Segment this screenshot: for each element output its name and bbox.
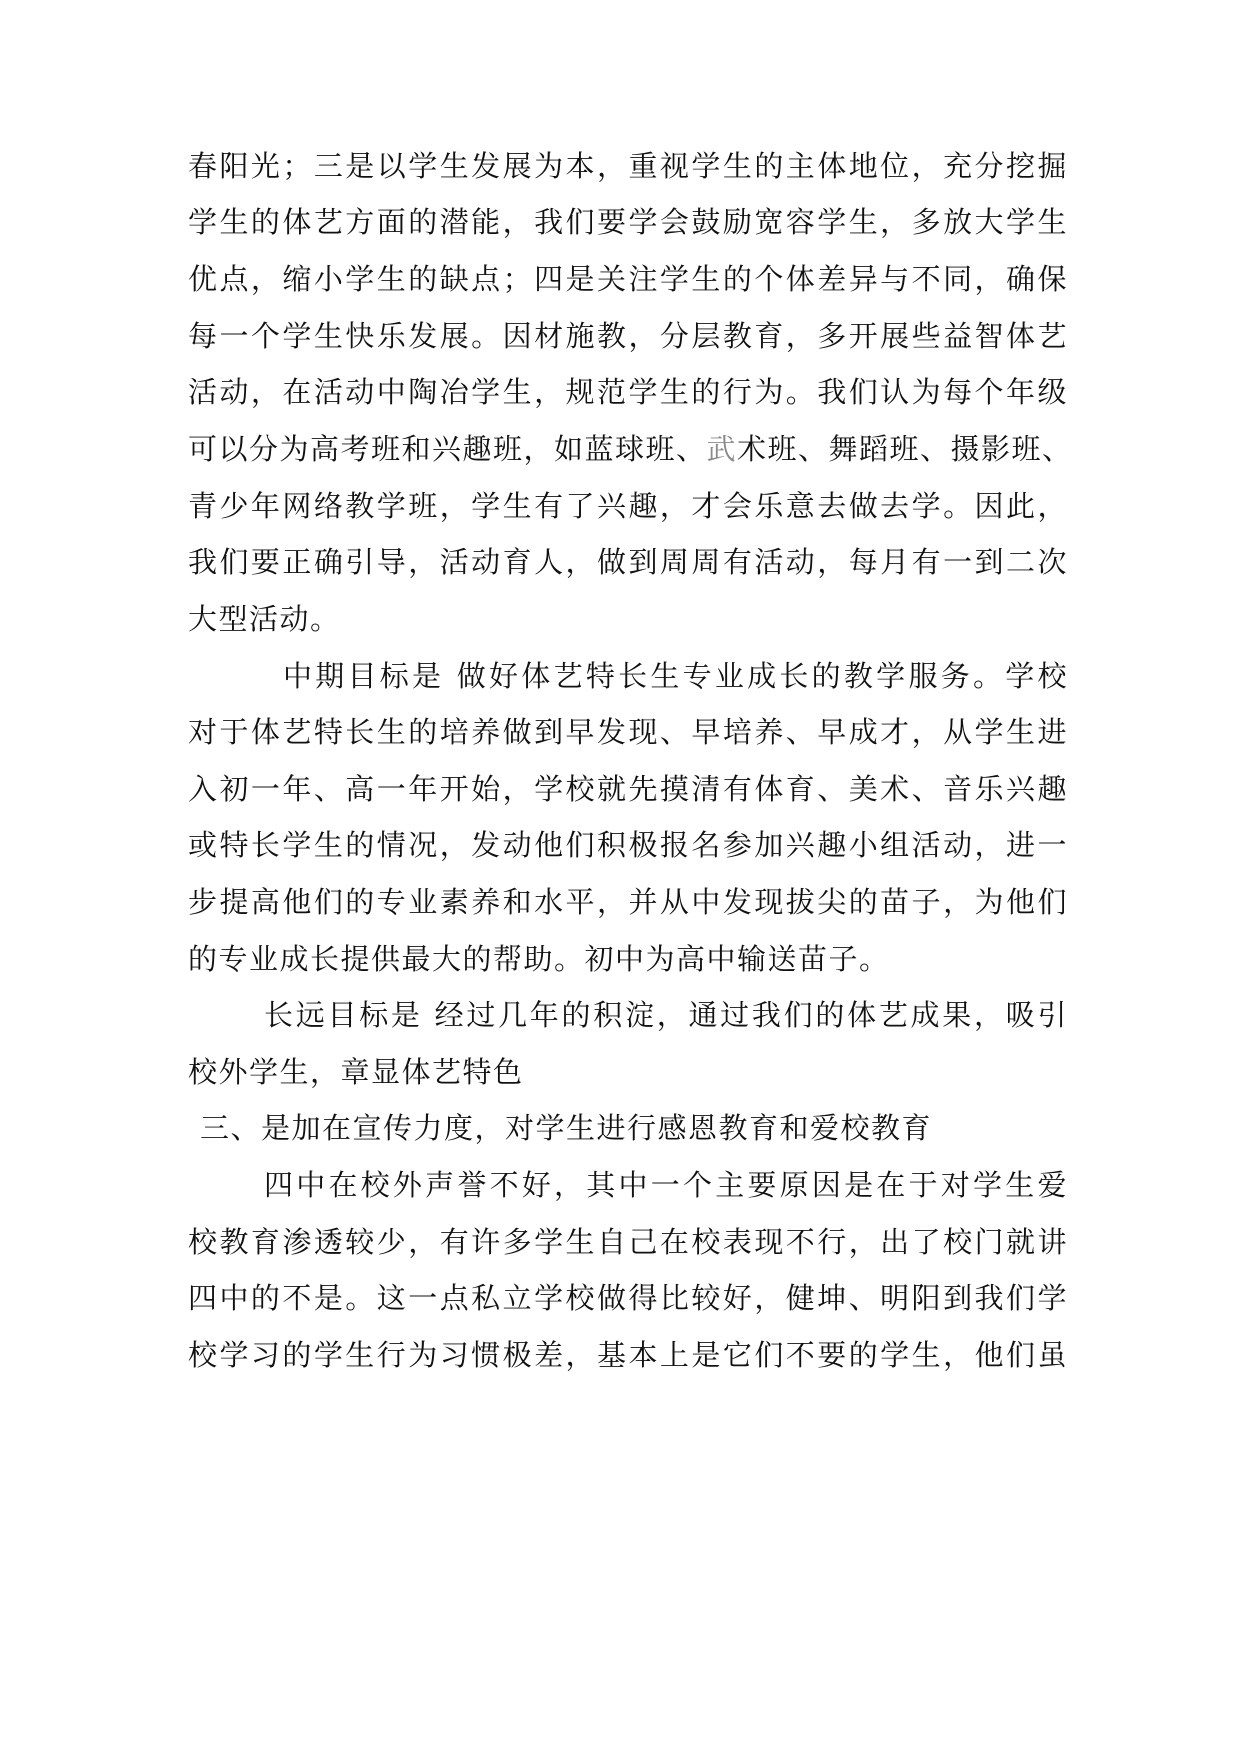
text-line-with-gray-char <box>188 426 1073 472</box>
text-line: 校教育渗透较少，有许多学生自己在校表现不行，出了校门就讲 <box>188 1225 1068 1259</box>
text-line: 的专业成长提供最大的帮助。初中为高中输送苗子。 <box>188 942 890 976</box>
text-line: 步提高他们的专业素养和水平，并从中发现拔尖的苗子，为他们 <box>188 885 1068 919</box>
text-line: 校学习的学生行为习惯极差，基本上是它们不要的学生，他们虽 <box>188 1338 1068 1372</box>
text-line: 大型活动。 <box>188 602 341 636</box>
text-line: 入初一年、高一年开始，学校就先摸清有体育、美术、音乐兴趣 <box>188 772 1068 806</box>
text-line: 青少年网络教学班，学生有了兴趣，才会乐意去做去学。因此， <box>188 489 1068 523</box>
text-line: 春阳光；三是以学生发展为本，重视学生的主体地位，充分挖掘 <box>188 149 1068 183</box>
text-line: 我们要正确引导，活动育人，做到周周有活动，每月有一到二次 <box>188 545 1068 579</box>
text-line: 四中的不是。这一点私立学校做得比较好，健坤、明阳到我们学 <box>188 1281 1068 1315</box>
section-heading: 三、是加在宣传力度，对学生进行感恩教育和爱校教育 <box>200 1111 933 1145</box>
text-segment: 术班、舞蹈班、摄影班、 <box>737 432 1073 466</box>
text-line: 活动，在活动中陶冶学生，规范学生的行为。我们认为每个年级 <box>188 375 1068 409</box>
text-line: 或特长学生的情况，发动他们积极报名参加兴趣小组活动，进一 <box>188 828 1068 862</box>
gray-character: 武 <box>706 432 738 466</box>
text-segment: 可以分为高考班和兴趣班，如蓝球班、 <box>188 432 707 466</box>
text-line: 学生的体艺方面的潜能，我们要学会鼓励宽容学生，多放大学生 <box>188 205 1068 239</box>
text-line: 四中在校外声誉不好，其中一个主要原因是在于对学生爱 <box>264 1168 1068 1202</box>
text-line: 对于体艺特长生的培养做到早发现、早培养、早成才，从学生进 <box>188 715 1068 749</box>
paragraph-heading-long-term: 长远目标是 经过几年的积淀，通过我们的体艺成果，吸引 <box>264 998 1068 1032</box>
text-line: 每一个学生快乐发展。因材施教，分层教育，多开展些益智体艺 <box>188 319 1068 353</box>
paragraph-heading-mid-term: 中期目标是 做好体艺特长生专业成长的教学服务。学校 <box>283 659 1068 693</box>
text-line: 优点，缩小学生的缺点；四是关注学生的个体差异与不同，确保 <box>188 262 1068 296</box>
text-line: 校外学生，章显体艺特色 <box>188 1055 524 1089</box>
